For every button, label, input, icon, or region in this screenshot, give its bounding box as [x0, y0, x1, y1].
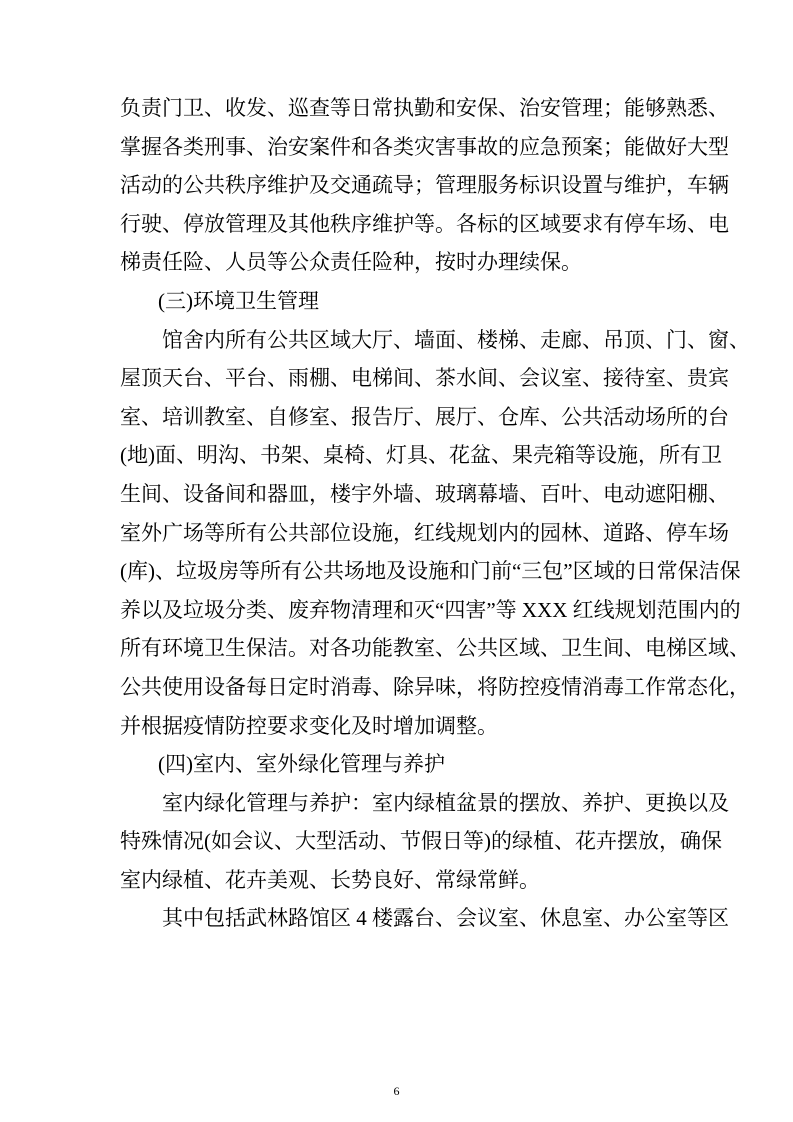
- text-line: 并根据疫情防控要求变化及时增加调整。: [120, 713, 498, 738]
- page-number: 6: [393, 1084, 400, 1098]
- text-line: 所有环境卫生保洁。对各功能教室、公共区域、卫生间、电梯区域、: [120, 636, 750, 661]
- section-heading: [120, 745, 673, 784]
- text-line: 公共使用设备每日定时消毒、除异味，将防控疫情消毒工作常态化，: [120, 674, 750, 699]
- text-line: 屋顶天台、平台、雨棚、电梯间、茶水间、会议室、接待室、贵宾: [120, 366, 729, 391]
- text-line: 生间、设备间和器皿，楼宇外墙、玻璃幕墙、百叶、电动遮阳棚、: [120, 481, 729, 506]
- paragraph: [120, 321, 750, 746]
- text-line: 掌握各类刑事、治安案件和各类灾害事故的应急预案；能做好大型: [120, 134, 729, 159]
- text-line: 室内绿化管理与养护：室内绿植盆景的摆放、养护、更换以及: [162, 790, 729, 815]
- text-line: 室、培训教室、自修室、报告厅、展厅、仓库、公共活动场所的台: [120, 404, 729, 429]
- paragraph: [120, 899, 729, 938]
- section-heading: [120, 282, 673, 321]
- paragraph: [120, 89, 729, 282]
- text-line: (地)面、明沟、书架、桌椅、灯具、花盆、果壳箱等设施，所有卫: [120, 443, 722, 468]
- text-line: 养以及垃圾分类、废弃物清理和灭“四害”等 XXX 红线规划范围内的: [120, 597, 741, 622]
- text-line: 负责门卫、收发、巡查等日常执勤和安保、治安管理；能够熟悉、: [120, 96, 729, 120]
- document-body: [120, 89, 750, 938]
- text-line: 行驶、停放管理及其他秩序维护等。各标的区域要求有停车场、电: [120, 211, 729, 236]
- text-line: 活动的公共秩序维护及交通疏导；管理服务标识设置与维护，车辆: [120, 173, 729, 198]
- text-line: (四)室内、室外绿化管理与养护: [158, 752, 445, 777]
- text-line: (三)环境卫生管理: [158, 288, 319, 313]
- text-line: (库)、垃圾房等所有公共场地及设施和门前“三包”区域的日常保洁保: [120, 559, 741, 584]
- text-line: 室外广场等所有公共部位设施，红线规划内的园林、道路、停车场: [120, 520, 729, 545]
- text-line: 其中包括武林路馆区 4 楼露台、会议室、休息室、办公室等区: [162, 906, 729, 931]
- text-line: 馆舍内所有公共区域大厅、墙面、楼梯、走廊、吊顶、门、窗、: [162, 327, 750, 352]
- paragraph: [120, 784, 729, 900]
- text-line: 室内绿植、花卉美观、长势良好、常绿常鲜。: [120, 867, 540, 892]
- text-line: 梯责任险、人员等公众责任险种，按时办理续保。: [120, 250, 582, 275]
- text-line: 特殊情况(如会议、大型活动、节假日等)的绿植、花卉摆放，确保: [120, 829, 722, 854]
